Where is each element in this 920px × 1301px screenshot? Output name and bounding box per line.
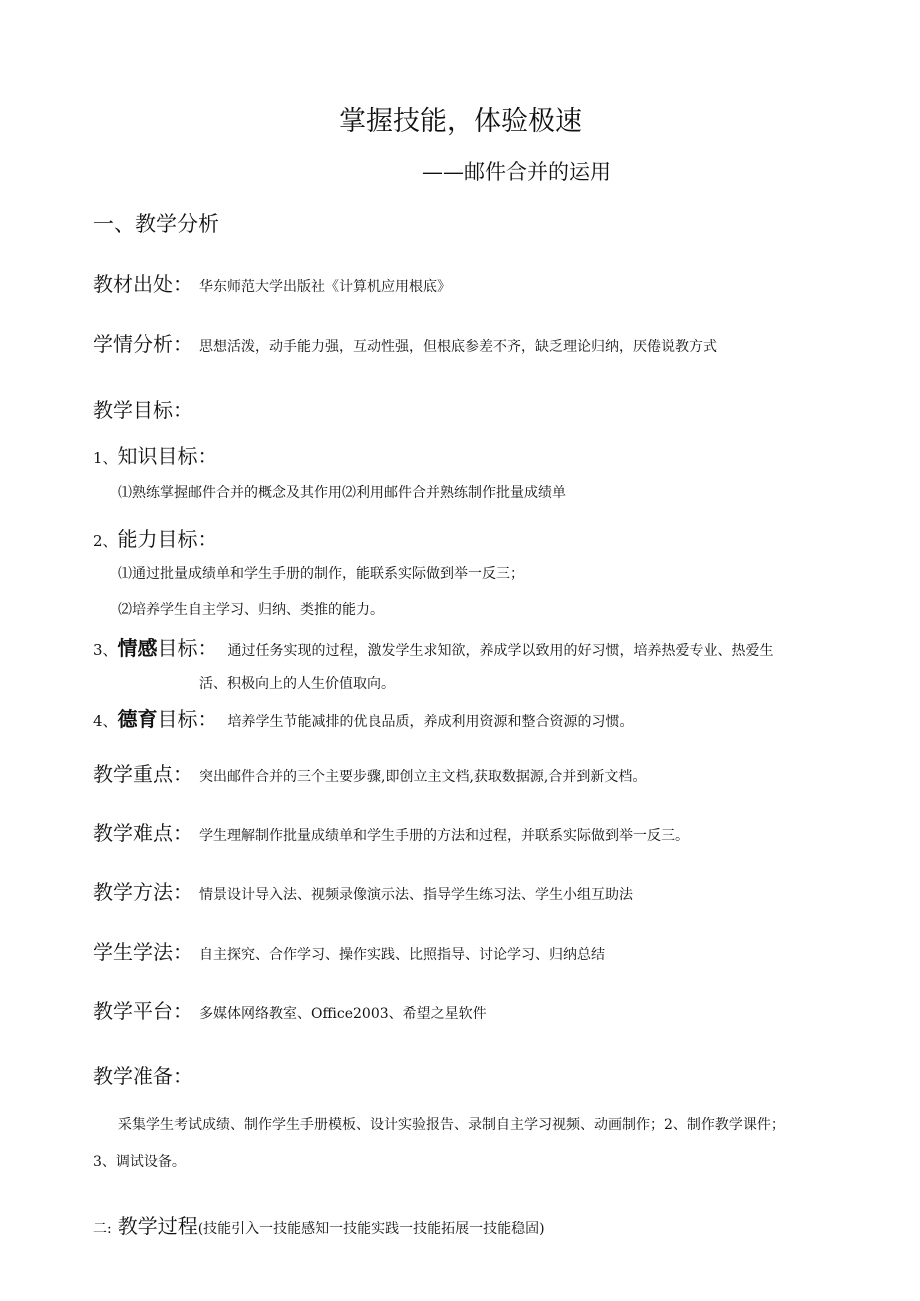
goal4-text: 培养学生节能减排的优良品质，养成利用资源和整合资源的习惯。 (227, 714, 634, 730)
method-label: 教学方法： (93, 880, 193, 904)
method-value: 情景设计导入法、视频录像演示法、指导学生练习法、学生小组互助法 (199, 887, 633, 903)
focus-row (93, 764, 646, 784)
goal1-label: 知识目标： (117, 444, 218, 468)
students-row (93, 334, 717, 354)
source-label: 教材出处： (93, 272, 193, 296)
goal4-bold-label: 德育 (117, 707, 158, 731)
goals-heading: 教学目标： (93, 398, 193, 422)
goal2-text-2: ⑵培养学生自主学习、归纳、类推的能力。 (118, 602, 384, 618)
difficulty-label: 教学难点： (93, 821, 193, 845)
goal1-row (93, 446, 218, 466)
source-value: 华东师范大学出版社《计算机应用根底》 (199, 279, 451, 295)
goal3-text-1: 通过任务实现的过程，激发学生求知欲，养成学以致用的好习惯，培养热爱专业、热爱生 (227, 643, 774, 659)
focus-value: 突出邮件合并的三个主要步骤,即创立主文档,获取数据源,合并到新文档。 (199, 769, 647, 785)
prep-text-2: 3、调试设备。 (93, 1154, 186, 1170)
platform-label: 教学平台： (93, 999, 193, 1023)
document-subtitle: ——邮件合并的运用 (422, 160, 611, 184)
goal2-row (93, 529, 218, 549)
goal3-label: 目标： (157, 636, 218, 660)
learn-row (93, 942, 605, 962)
goal2-number: 2、 (93, 532, 118, 550)
section2-number: 二: (93, 1221, 112, 1237)
prep-text-1: 采集学生考试成绩、制作学生手册模板、设计实验报告、录制自主学习视频、动画制作；2、制作教学课件； (118, 1117, 785, 1133)
section-heading-process (93, 1216, 545, 1236)
goal3-bold-label: 情感 (117, 636, 158, 660)
section2-label: 教学过程 (117, 1214, 198, 1238)
document-title: 掌握技能，体验极速 (339, 106, 582, 137)
goal2-text-1: ⑴通过批量成绩单和学生手册的制作，能联系实际做到举一反三； (118, 566, 524, 582)
source-row (93, 274, 451, 294)
difficulty-row (93, 823, 689, 843)
focus-label: 教学重点： (93, 762, 193, 786)
goal3-number: 3、 (93, 641, 118, 659)
section2-steps: (技能引入一技能感知一技能实践一技能拓展一技能稳固) (197, 1221, 545, 1237)
platform-row (93, 1001, 487, 1021)
goal3-text-2: 活、积极向上的人生价值取向。 (199, 676, 395, 692)
goal4-label: 目标： (157, 707, 218, 731)
goal3-row (93, 638, 774, 658)
section-heading-analysis: 一、教学分析 (93, 212, 219, 236)
goal1-text: ⑴熟练掌握邮件合并的概念及其作用⑵利用邮件合并熟练制作批量成绩单 (118, 485, 566, 501)
learn-value: 自主探究、合作学习、操作实践、比照指导、讨论学习、归纳总结 (199, 947, 605, 963)
learn-label: 学生学法： (93, 940, 193, 964)
method-row (93, 882, 633, 902)
goal1-number: 1、 (93, 449, 118, 467)
goal4-number: 4、 (93, 712, 118, 730)
students-label: 学情分析： (93, 332, 193, 356)
platform-value: 多媒体网络教室、Office2003、希望之星软件 (199, 1006, 487, 1022)
prep-heading: 教学准备： (93, 1064, 193, 1088)
goal2-label: 能力目标： (117, 527, 218, 551)
goal4-row (93, 709, 634, 729)
students-value: 思想活泼，动手能力强，互动性强，但根底参差不齐，缺乏理论归纳，厌倦说教方式 (199, 339, 717, 355)
difficulty-value: 学生理解制作批量成绩单和学生手册的方法和过程，并联系实际做到举一反三。 (199, 828, 689, 844)
